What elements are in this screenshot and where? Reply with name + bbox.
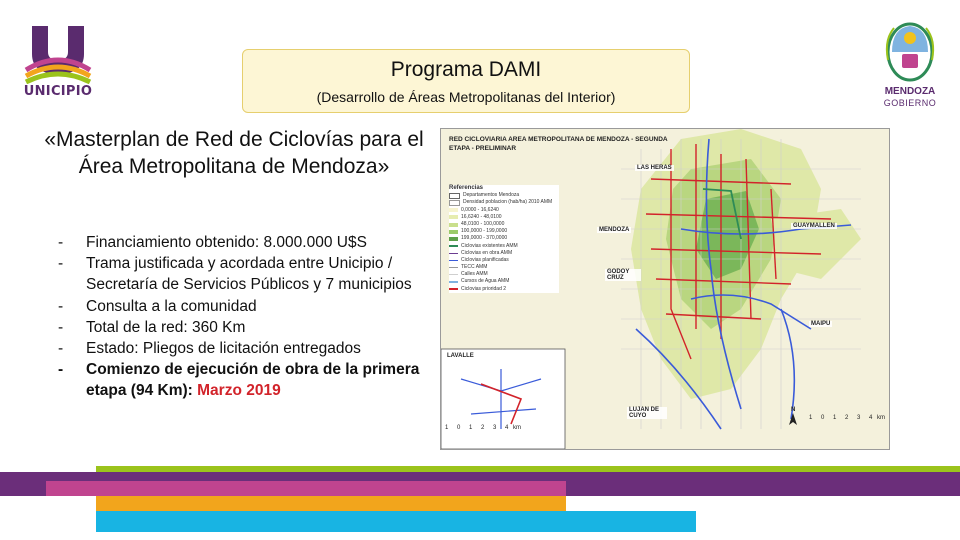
scale-tick: 1 — [445, 425, 449, 431]
legend-swatch — [449, 253, 458, 255]
legend-swatch — [449, 200, 460, 206]
scale-tick: 4 — [869, 415, 873, 421]
place-label-mendoza: MENDOZA — [599, 227, 630, 233]
scale-tick: 3 — [493, 425, 497, 431]
legend-item: Cursos de Agua AMM — [449, 278, 559, 285]
gobierno-wordmark: GOBIERNO — [883, 98, 937, 108]
scale-tick: 1 — [833, 415, 837, 421]
legend-swatch — [449, 237, 458, 241]
legend-header: Referencias — [449, 185, 484, 191]
scale-bar-inset — [445, 425, 521, 431]
legend-item: 0,0000 - 16,6240 — [449, 207, 559, 214]
scale-tick: 1 — [809, 415, 813, 421]
legend-item: Densidad poblacion (hab/ha) 2010 AMM — [449, 199, 559, 206]
legend-swatch — [449, 260, 458, 262]
bullet-item-agreement: - Trama justificada y acordada entre Unicipio / Secretaría de Servicios Públicos y 7 municipios — [56, 253, 428, 295]
legend-item: TECC AMM — [449, 264, 559, 271]
footer-bar-orange — [96, 496, 566, 511]
legend-swatch — [449, 267, 458, 269]
legend-item: 199,0000 - 370,0000 — [449, 235, 559, 242]
unicipio-wordmark: UNICIPIO — [23, 84, 93, 99]
legend-item: Departamentos Mendoza — [449, 192, 559, 199]
program-subtitle: (Desarrollo de Áreas Metropolitanas del Interior) — [316, 89, 616, 105]
legend-item: Ciclovias existentes AMM — [449, 243, 559, 250]
bullet-item-consultation: - Consulta a la comunidad — [56, 296, 428, 317]
legend-swatch — [449, 193, 460, 199]
program-title-box — [242, 49, 690, 113]
scale-tick: 2 — [481, 425, 485, 431]
legend-swatch — [449, 274, 458, 275]
place-label-maipu: MAIPU — [811, 321, 831, 327]
bullet-item-network-total: - Total de la red: 360 Km — [56, 317, 428, 338]
legend-swatch — [449, 288, 458, 290]
scale-bar-main — [809, 415, 885, 421]
legend-swatch — [449, 230, 458, 234]
legend-item: 100,0000 - 199,0000 — [449, 228, 559, 235]
legend-swatch — [449, 281, 458, 283]
bullet-item-status: - Estado: Pliegos de licitación entregados — [56, 338, 428, 359]
mendoza-logo — [878, 20, 942, 118]
bullet-list — [56, 232, 428, 402]
bullet-item-start-date: - Comienzo de ejecución de obra de la primera etapa (94 Km): Marzo 2019 — [56, 359, 428, 401]
north-label: N — [791, 407, 796, 413]
legend-swatch — [449, 215, 458, 219]
legend-swatch — [449, 245, 458, 247]
unicipio-logo — [18, 22, 98, 104]
legend-item: Ciclovias planificadas — [449, 257, 559, 264]
map-title: RED CICLOVIARIA AREA METROPOLITANA DE MENDOZA - SEGUNDA ETAPA - PRELIMINAR — [449, 136, 668, 152]
masterplan-headline: «Masterplan de Red de Ciclovías para el Área Metropolitana de Mendoza» — [44, 128, 424, 178]
place-label-guaymallen: GUAYMALLEN — [793, 223, 835, 229]
scale-tick: 4 — [505, 425, 509, 431]
mendoza-coat-of-arms-icon — [878, 20, 942, 84]
legend-swatch — [449, 223, 458, 227]
scale-tick: 0 — [457, 425, 461, 431]
bullet-item-financing: - Financiamiento obtenido: 8.000.000 U$S — [56, 232, 428, 253]
place-label-las-heras: LAS HERAS — [637, 165, 672, 171]
mendoza-wordmark: MENDOZA — [884, 86, 936, 97]
legend-item: 48,0100 - 100,0000 — [449, 221, 559, 228]
start-date: Marzo 2019 — [197, 382, 281, 400]
scale-tick: 1 — [469, 425, 473, 431]
legend-item: Calles AMM — [449, 271, 559, 278]
bike-network-map — [440, 128, 890, 450]
place-label-lavalle: LAVALLE — [447, 353, 474, 359]
scale-tick: 0 — [821, 415, 825, 421]
legend-item: 16,6240 - 48,0100 — [449, 214, 559, 221]
unicipio-u-logo — [18, 22, 98, 84]
legend-swatch — [449, 208, 458, 212]
map-legend — [449, 185, 559, 293]
scale-unit: km — [877, 415, 885, 421]
scale-tick: 3 — [857, 415, 861, 421]
place-label-godoy-cruz: GODOY CRUZ — [605, 269, 641, 281]
legend-item: Ciclovias prioridad 2 — [449, 286, 559, 293]
scale-unit: km — [513, 425, 521, 431]
scale-tick: 2 — [845, 415, 849, 421]
footer-bar-cyan — [96, 511, 696, 532]
footer-bar-magenta — [46, 481, 566, 496]
place-label-lujan: LUJAN DE CUYO — [627, 407, 667, 419]
program-title: Programa DAMI — [390, 58, 542, 81]
legend-item: Ciclovias en obra AMM — [449, 250, 559, 257]
